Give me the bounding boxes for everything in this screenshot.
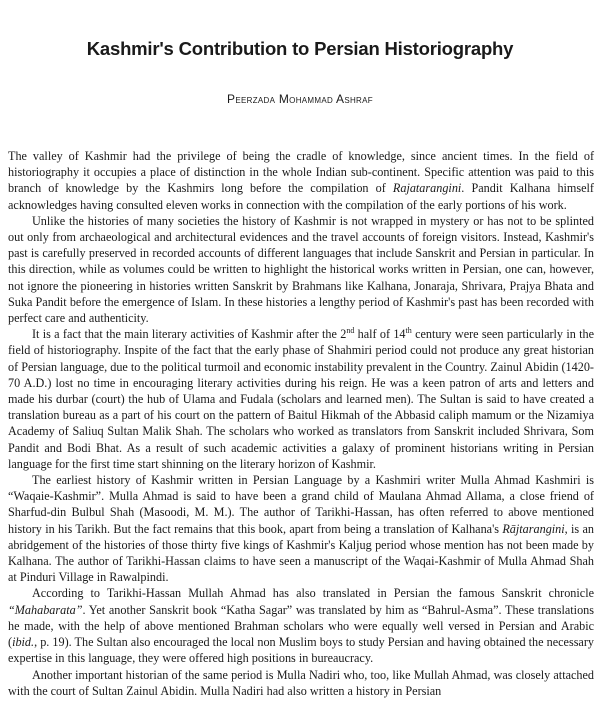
paragraph-text: , is an abridgement of the histories of those thirty five kings of Kashmir's Kaljug period whose mention has not been made by Kalhana. The author of Tarikhi-Hassan claims to have seen a manuscript of the Waqai-Kashmir of Mulla Ahmad Shah at Pinduri Village in Rawalpindi. xyxy=(8,521,595,585)
article-author: Peerzada Mohammad Ashraf xyxy=(227,92,373,106)
paragraph-text: The earliest history of Kashmir written in Persian Language by a Kashmiri writer Mulla Ahmad Kashmiri is “Waqaie-Kashmir”. Mulla Ahmad is said to have been a grand child of Maulana Ahmad Allama, a close friend of Sharfud-din Bulbul Shah (Masoodi, M. M.). The author of Tarikhi-Hassan, has often referred to above mentioned history in his Tarikh. But the fact remains that this book, apart from being a translation of Kalhana's xyxy=(8,473,594,536)
paragraph-text: , p. 19). The Sultan also encouraged the local non Muslim boys to study Persian and having obtained the necessary expertise in this language, they were offered high positions in bureaucracy. xyxy=(8,635,594,666)
paragraph-text: The valley of Kashmir had the privilege of being the cradle of knowledge, since ancient times. In the field of historiography it occupies a place of distinction in the whole Indian sub-continent. Specific attention was paid to this branch of knowledge by the Kashmirs long before the compilation of xyxy=(8,149,594,196)
paragraph xyxy=(8,472,594,585)
italic-text: ibid. xyxy=(12,635,35,650)
superscript: nd xyxy=(346,326,355,336)
paragraph-text: . Pandit Kalhana himself acknowledges having consulted eleven works in connection with the compilation of the early portions of his work. xyxy=(8,181,594,212)
paragraph xyxy=(8,326,594,472)
paragraph xyxy=(8,213,594,326)
italic-text: Rājtarangini xyxy=(502,521,565,536)
paragraph-text: . Yet another Sanskrit book “Katha Sagar” was translated by him as “Bahrul-Asma”. These translations he made, with the help of above mentioned Brahman scholars who were equally well versed in Persian and Arabic ( xyxy=(8,602,594,650)
paragraph-text: Unlike the histories of many societies the history of Kashmir is not wrapped in mystery or has not to be splinted out only from archaeological and architectural evidences and the travel accounts of foreign visitors. Instead, Kashmir's past is carefully preserved in recorded accounts of different languages that include Sanskrit and Persian in particular. In this direction, while as volumes could be written to highlight the historical works written in Persian, one can, however, not ignore the pioneering in histories written Sanskrit by Brahmans like Kalhana, Jonaraja, Shrivara, Prajya Bhata and Suka Pandit before the emergence of Islam. In these histories a lengthy period of Kashmir's past has been recorded with perfect care and authenticity. xyxy=(8,213,594,326)
article-title: Kashmir's Contribution to Persian Historiography xyxy=(86,38,514,59)
paragraph-text: It is a fact that the main literary activities of Kashmir after the 2 xyxy=(32,327,347,342)
paragraph-text: century were seen particularly in the field of historiography. Inspite of the fact that the early phase of Shahmiri period could not produce any great historian of Persian language, due to the political turmoil and economic instability prevalent in the Country. Zainul Abidin (1420-70 A.D.) lost no time in encouraging literary activities during his reign. He was a keen patron of arts and letters and made his durbar (court) the hub of Ulama and Fudala (scholars and learned men). The Sultan is said to have created a translation bureau as a part of his court on the pattern of Baitul Hikmah of the Abbasid caliph mamum or the Nizamiya Academy of Saliuq Sultan Malik Shah. The scholars who worked as translators from Sanskrit included Shrivara, Som Pandit and Bodi Bhat. As a result of such academic activities a galaxy of prominent historians writing in Persian language for the first time start shinning on the literary horizon of Kashmir. xyxy=(8,327,594,471)
paragraph xyxy=(8,667,594,699)
italic-text: “Mahabarata” xyxy=(8,602,83,617)
article-body xyxy=(8,148,594,699)
superscript: th xyxy=(405,326,412,336)
paragraph-text: According to Tarikhi-Hassan Mullah Ahmad has also translated in Persian the famous Sanskrit chronicle xyxy=(32,586,594,601)
italic-text: Rajatarangini xyxy=(392,181,462,196)
paragraph xyxy=(8,585,594,666)
paragraph-text: Another important historian of the same period is Mulla Nadiri who, too, like Mullah Ahmad, was closely attached with the court of Sultan Zainul Abidin. Mulla Nadiri had also written a history in Persian xyxy=(8,667,594,698)
paragraph-text: half of 14 xyxy=(354,327,406,342)
paragraph xyxy=(8,148,594,213)
